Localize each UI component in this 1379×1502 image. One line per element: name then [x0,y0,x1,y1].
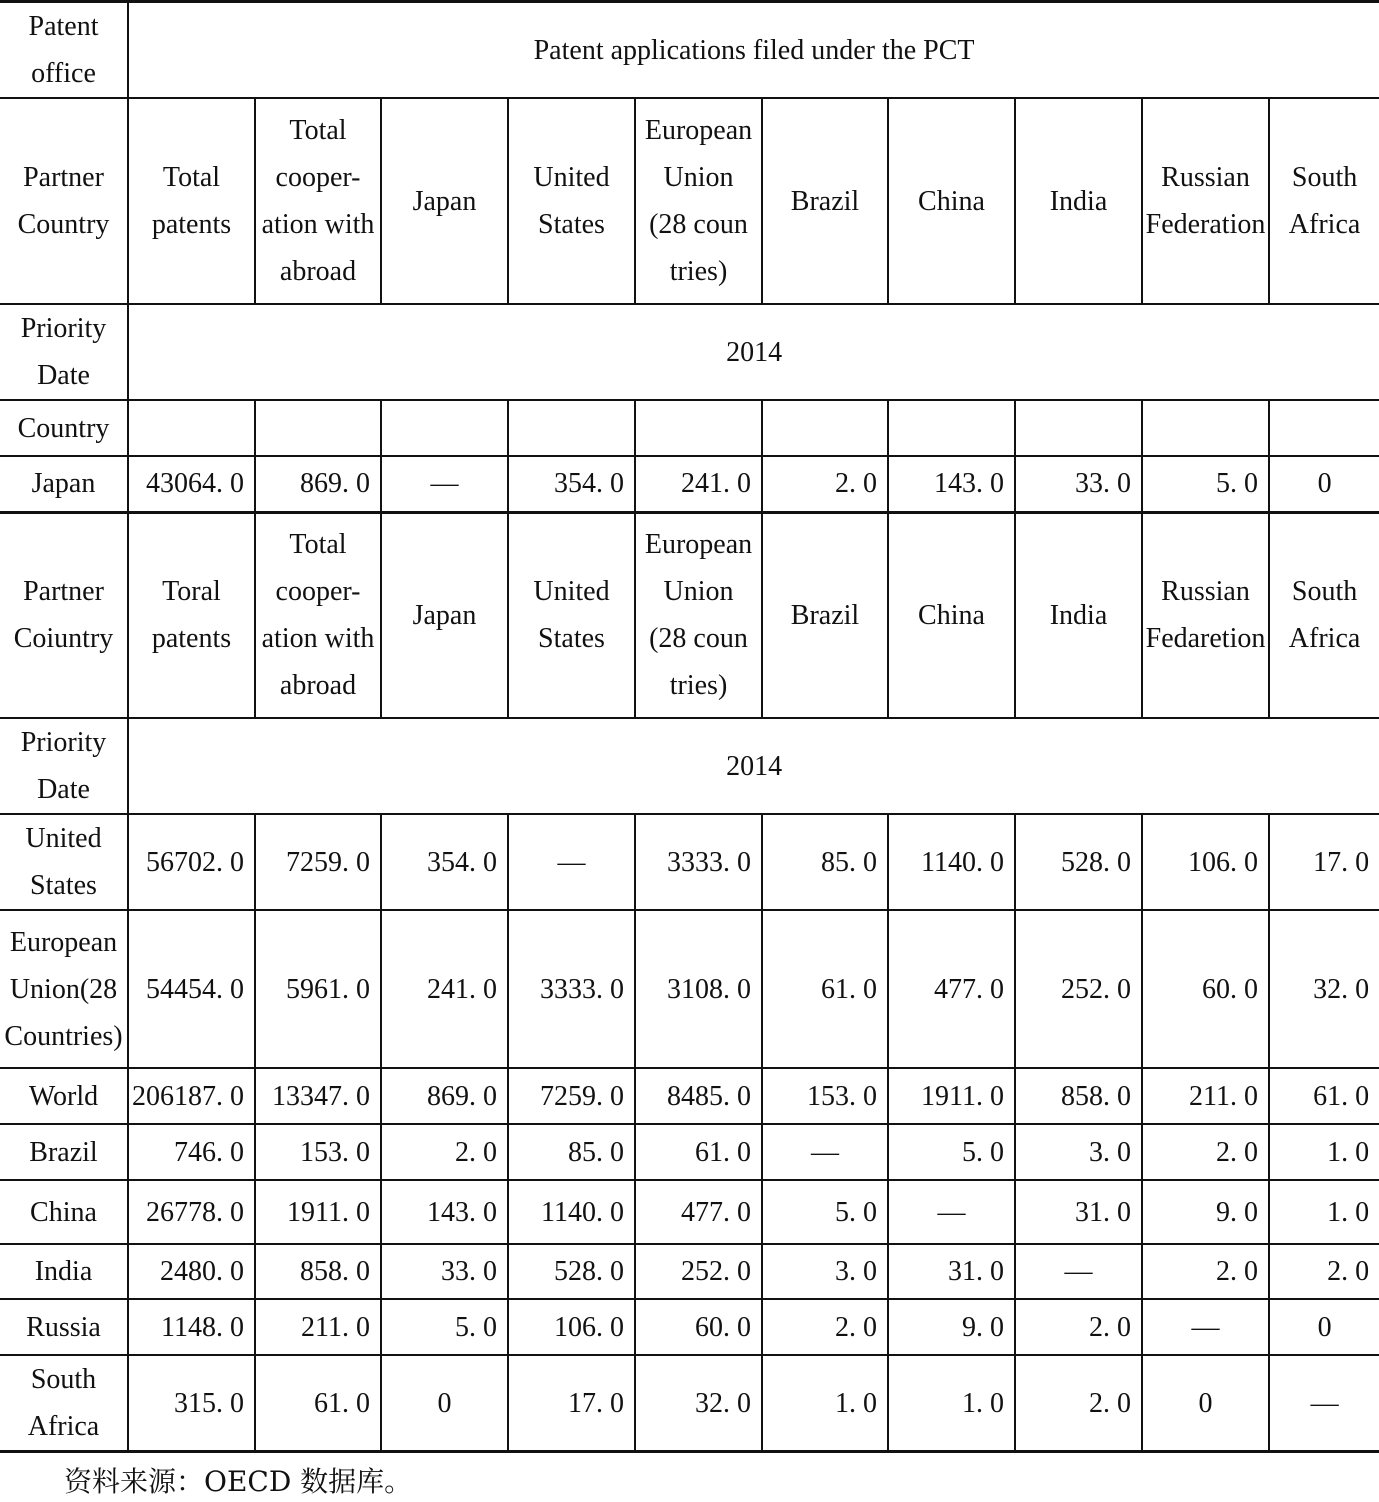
value-cell: 252. 0 [1015,910,1142,1068]
value-cell: 211. 0 [255,1299,381,1355]
country-label: Country [0,400,128,456]
country-cell: Russia [0,1299,128,1355]
value-cell: 153. 0 [255,1124,381,1180]
column-header: Japan [381,512,508,718]
country-cell: European Union(28 Countries) [0,910,128,1068]
column-header: Toral patents [128,512,255,718]
value-cell: 43064. 0 [128,456,255,512]
value-cell: 17. 0 [508,1355,635,1452]
value-cell: 9. 0 [1142,1180,1269,1244]
country-cell: United States [0,814,128,910]
priority-row [0,718,1379,814]
value-cell: 31. 0 [1015,1180,1142,1244]
value-cell: 1140. 0 [508,1180,635,1244]
table-row [0,456,1379,512]
value-cell: 2. 0 [381,1124,508,1180]
value-cell: 2. 0 [1142,1244,1269,1299]
priority-date-label: Priority Date [0,304,128,400]
value-cell: 354. 0 [508,456,635,512]
table-body [0,2,1379,1452]
empty-cell [762,400,888,456]
country-cell: India [0,1244,128,1299]
priority-date-label: Priority Date [0,718,128,814]
value-cell: 5. 0 [888,1124,1015,1180]
value-cell: — [508,814,635,910]
value-cell: 106. 0 [508,1299,635,1355]
value-cell: 9. 0 [888,1299,1015,1355]
value-cell: 1. 0 [1269,1124,1379,1180]
value-cell: 2. 0 [1015,1299,1142,1355]
value-cell: 26778. 0 [128,1180,255,1244]
header-row [0,512,1379,718]
value-cell: 1. 0 [1269,1180,1379,1244]
value-cell: 206187. 0 [128,1068,255,1124]
column-header: Brazil [762,512,888,718]
country-cell: Japan [0,456,128,512]
source-note: 资料来源：OECD 数据库。 [64,1465,413,1498]
year-label: 2014 [128,304,1379,400]
value-cell: 60. 0 [635,1299,762,1355]
value-cell: 8485. 0 [635,1068,762,1124]
value-cell: 1. 0 [888,1355,1015,1452]
value-cell: 252. 0 [635,1244,762,1299]
value-cell: 1148. 0 [128,1299,255,1355]
empty-cell [381,400,508,456]
value-cell: 32. 0 [1269,910,1379,1068]
column-header: Total cooper- ation with abroad [255,512,381,718]
value-cell: 477. 0 [888,910,1015,1068]
value-cell: 2480. 0 [128,1244,255,1299]
value-cell: 0 [381,1355,508,1452]
year-label: 2014 [128,718,1379,814]
value-cell: 56702. 0 [128,814,255,910]
value-cell: 17. 0 [1269,814,1379,910]
empty-cell [1142,400,1269,456]
column-header: China [888,512,1015,718]
value-cell: 1140. 0 [888,814,1015,910]
country-cell: Brazil [0,1124,128,1180]
column-header: China [888,98,1015,304]
value-cell: — [381,456,508,512]
value-cell: 869. 0 [255,456,381,512]
table-title: Patent applications filed under the PCT [128,2,1379,99]
priority-row [0,304,1379,400]
table-row [0,1124,1379,1180]
country-cell: World [0,1068,128,1124]
value-cell: 61. 0 [255,1355,381,1452]
column-header: Russian Federation [1142,98,1269,304]
value-cell: 32. 0 [635,1355,762,1452]
value-cell: 5. 0 [1142,456,1269,512]
value-cell: — [1142,1299,1269,1355]
value-cell: 2. 0 [1015,1355,1142,1452]
value-cell: 61. 0 [1269,1068,1379,1124]
title-row [0,2,1379,99]
value-cell: 33. 0 [381,1244,508,1299]
value-cell: 54454. 0 [128,910,255,1068]
value-cell: 528. 0 [508,1244,635,1299]
value-cell: 1911. 0 [255,1180,381,1244]
value-cell: 3108. 0 [635,910,762,1068]
table-row [0,910,1379,1068]
value-cell: 85. 0 [508,1124,635,1180]
value-cell: — [888,1180,1015,1244]
column-header: India [1015,512,1142,718]
value-cell: 869. 0 [381,1068,508,1124]
value-cell: 315. 0 [128,1355,255,1452]
empty-cell [1269,400,1379,456]
value-cell: 33. 0 [1015,456,1142,512]
column-header: Brazil [762,98,888,304]
value-cell: 3333. 0 [635,814,762,910]
table-row [0,1068,1379,1124]
column-header: Partner Coiuntry [0,512,128,718]
value-cell: 143. 0 [888,456,1015,512]
value-cell: — [762,1124,888,1180]
value-cell: 106. 0 [1142,814,1269,910]
value-cell: 528. 0 [1015,814,1142,910]
value-cell: 7259. 0 [508,1068,635,1124]
value-cell: 211. 0 [1142,1068,1269,1124]
value-cell: 2. 0 [762,456,888,512]
value-cell: 13347. 0 [255,1068,381,1124]
table-row [0,1244,1379,1299]
patent-office-label: Patent office [0,2,128,99]
value-cell: 3333. 0 [508,910,635,1068]
value-cell: — [1015,1244,1142,1299]
column-header: European Union (28 coun tries) [635,512,762,718]
value-cell: 3. 0 [762,1244,888,1299]
empty-cell [128,400,255,456]
value-cell: 61. 0 [635,1124,762,1180]
value-cell: 31. 0 [888,1244,1015,1299]
empty-cell [635,400,762,456]
column-header: United States [508,98,635,304]
value-cell: 3. 0 [1015,1124,1142,1180]
value-cell: 85. 0 [762,814,888,910]
value-cell: 2. 0 [762,1299,888,1355]
value-cell: 2. 0 [1269,1244,1379,1299]
value-cell: — [1269,1355,1379,1452]
column-header: Total patents [128,98,255,304]
empty-cell [255,400,381,456]
country-cell: South Africa [0,1355,128,1452]
value-cell: 477. 0 [635,1180,762,1244]
value-cell: 858. 0 [1015,1068,1142,1124]
value-cell: 858. 0 [255,1244,381,1299]
value-cell: 143. 0 [381,1180,508,1244]
value-cell: 746. 0 [128,1124,255,1180]
value-cell: 5. 0 [381,1299,508,1355]
value-cell: 5. 0 [762,1180,888,1244]
column-header: Partner Country [0,98,128,304]
table-row [0,814,1379,910]
table-row [0,1355,1379,1452]
header-row [0,98,1379,304]
value-cell: 241. 0 [635,456,762,512]
value-cell: 7259. 0 [255,814,381,910]
value-cell: 2. 0 [1142,1124,1269,1180]
empty-cell [1015,400,1142,456]
column-header: South Africa [1269,512,1379,718]
value-cell: 0 [1269,456,1379,512]
column-header: European Union (28 coun tries) [635,98,762,304]
value-cell: 5961. 0 [255,910,381,1068]
value-cell: 0 [1269,1299,1379,1355]
value-cell: 153. 0 [762,1068,888,1124]
table-row [0,1299,1379,1355]
value-cell: 1. 0 [762,1355,888,1452]
value-cell: 60. 0 [1142,910,1269,1068]
column-header: India [1015,98,1142,304]
value-cell: 241. 0 [381,910,508,1068]
table-row [0,1180,1379,1244]
country-cell: China [0,1180,128,1244]
value-cell: 1911. 0 [888,1068,1015,1124]
value-cell: 61. 0 [762,910,888,1068]
column-header: Total cooper- ation with abroad [255,98,381,304]
value-cell: 0 [1142,1355,1269,1452]
column-header: Japan [381,98,508,304]
empty-cell [508,400,635,456]
column-header: South Africa [1269,98,1379,304]
empty-cell [888,400,1015,456]
country-label-row [0,400,1379,456]
value-cell: 354. 0 [381,814,508,910]
column-header: United States [508,512,635,718]
column-header: Russian Fedaretion [1142,512,1269,718]
